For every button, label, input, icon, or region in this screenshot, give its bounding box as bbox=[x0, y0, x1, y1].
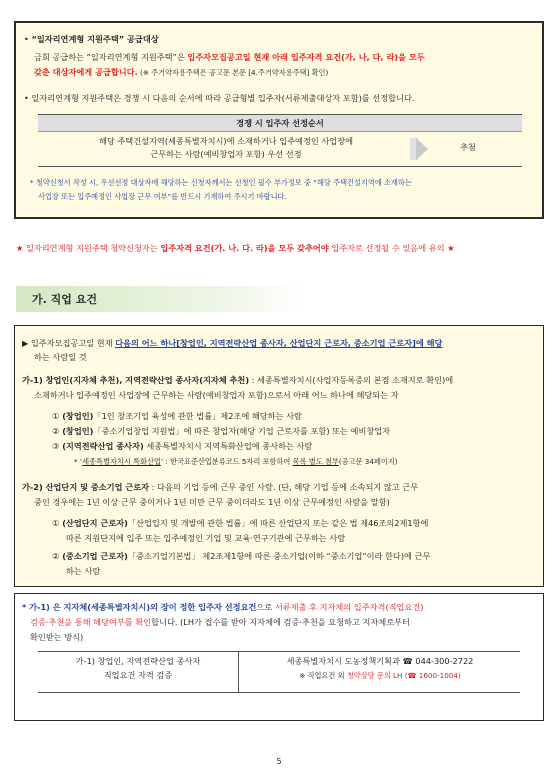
ga1-item3 bbox=[52, 440, 312, 453]
contact-divider bbox=[238, 652, 239, 692]
warning-part1: 일자리연계형 지원주택 청약신청자는 bbox=[23, 243, 161, 253]
ga1-title: 가-1) 창업인(지자체 추천), 지역전략산업 종사자(지자체 추천) bbox=[22, 375, 250, 385]
item-num: ② bbox=[52, 426, 60, 436]
item-text: 세종특별자치시 지역특화산업에 종사하는 사람 bbox=[143, 441, 313, 451]
item-num: ② bbox=[52, 551, 60, 561]
box3-l2b: 합니다. (LH가 접수를 받아 지자체에 검증·추천을 요청하고 지자체로부터 bbox=[151, 617, 410, 627]
item-text: 「산업입지 및 개발에 관한 법률」에 따른 산업단지 또는 같은 법 제46조의2제1항에 bbox=[127, 518, 429, 528]
ga1-item1 bbox=[52, 410, 302, 423]
ga2-item1-line2: 따른 지원단지에 입주 또는 입주예정인 기업 및 교육·연구기관에 근무하는 사람 bbox=[66, 533, 346, 543]
box1-line4: • 일자리연계형 지원주택은 경쟁 시 다음의 순서에 따라 공급형별 입주자(서류제출대상자 포함)를 선정합니다. bbox=[24, 93, 415, 103]
box2-line2: 하는 사람일 것 bbox=[34, 352, 87, 362]
note-c: ’ : 한국표준산업분류코드 5자리 포함하여 bbox=[160, 457, 293, 466]
item-num: ① bbox=[52, 411, 60, 421]
ga2-line bbox=[22, 481, 418, 494]
item-num: ③ bbox=[52, 441, 60, 451]
box3-l1c: 으로 bbox=[256, 602, 275, 612]
ga1-item3-note bbox=[74, 456, 398, 467]
warning-part2: 입주자격 요건(가. 나. 다. 라)을 모두 갖추어야 bbox=[160, 243, 329, 253]
box1-line3-note: (※ 주거약자용주택은 공고문 본문 [4.주거약자용주택] 확인) bbox=[137, 68, 329, 77]
contact-left-1: 가-1) 창업인, 지역전략산업 종사자 bbox=[75, 656, 201, 666]
contact-lh: 청약상담 문의 LH (☎ 1600-1004) bbox=[346, 671, 461, 680]
item-label: (창업인) bbox=[59, 426, 94, 436]
star-icon: ★ bbox=[16, 243, 24, 253]
box1-line2-red: 입주자모집공고일 현재 아래 입주자격 요건(가, 나, 다, 라)을 모두 bbox=[187, 52, 425, 62]
warning-part3: 입주자로 선정될 수 있음에 유의 bbox=[328, 243, 448, 253]
page-number: 5 bbox=[276, 757, 282, 766]
box1-title: “일자리연계형 지원주택” 공급대상 bbox=[31, 34, 159, 44]
note-e: (공고문 34페이지) bbox=[338, 457, 398, 466]
item-label: (중소기업 근로자) bbox=[59, 551, 128, 561]
selection-left-1: 해당 주택건설지역(세종특별자치시)에 소재하거나 입주예정인 사업장에 bbox=[98, 136, 354, 146]
ga2-rest: : 다음의 기업 등에 근무 중인 사람. (단, 해당 기업 등에 소속되지 않고 근무 bbox=[149, 482, 419, 492]
note-a: * ‘ bbox=[74, 457, 83, 466]
item-label: (지역전략산업 종사자) bbox=[59, 441, 144, 451]
contact-right-2 bbox=[240, 670, 520, 681]
selection-table-header: 경쟁 시 입주자 선정순서 bbox=[38, 114, 522, 132]
ga1-line bbox=[22, 374, 453, 387]
box1-note-1: * 청약신청서 작성 시, 우선선정 대상자에 해당하는 신청자께서는 신청인 필수 부가정보 중 “해당 주택건설지역에 소재하는 bbox=[30, 178, 412, 187]
bullet: • bbox=[24, 34, 29, 44]
triangle-right-icon: ▶ bbox=[22, 338, 29, 348]
item-text: 「중소기업창업 지원법」에 따른 창업자(해당 기업 근로자를 포함) 또는 예비창업자 bbox=[93, 426, 391, 436]
box3-l1b: 지자체(세종특별자치시)의 장이 정한 입주자 선정요건 bbox=[63, 602, 257, 612]
ga2-item1 bbox=[52, 517, 428, 530]
item-text: 「중소기업기본법」 제2조제1항에 따른 중소기업(이하 “중소기업”이라 한다)에 근무 bbox=[127, 551, 431, 561]
box1-line3-red: 갖춘 대상자에게 공급합니다. bbox=[34, 67, 138, 77]
ga2-item2-line2: 하는 사람 bbox=[66, 566, 101, 576]
box3-l2a: 검증·추천을 통해 해당여부를 확인 bbox=[30, 617, 152, 627]
box1-line3 bbox=[34, 66, 328, 79]
box3-line3: 확인받는 방식) bbox=[30, 632, 84, 642]
note-d: 목록 별도 첨부 bbox=[292, 457, 339, 466]
box1-title-line bbox=[24, 33, 159, 46]
box3-line1 bbox=[22, 601, 423, 614]
box1-line2-text: 금회 공급하는 “일자리연계형 지원주택”은 bbox=[34, 52, 188, 62]
box2-l1a: 입주자모집공고일 현재 bbox=[28, 338, 116, 348]
ga1-line2: 소재하거나 입주예정인 사업장에 근무하는 사람(예비창업자 포함)으로서 아래 어느 하나에 해당되는 자 bbox=[34, 390, 399, 400]
note-b: 세종특별자치시 특화산업 bbox=[82, 457, 161, 466]
selection-right: 추첨 bbox=[460, 142, 476, 152]
contact-left-2: 직업요건 자격 검증 bbox=[103, 670, 173, 680]
ga2-line2: 중인 경우에는 1년 이상 근무 중이거나 1년 미만 근무 중이더라도 1년 이상 근무예정인 사람을 말함) bbox=[34, 497, 390, 507]
item-num: ① bbox=[52, 518, 60, 528]
warning-line bbox=[16, 242, 454, 255]
box3-line2 bbox=[30, 616, 410, 629]
selection-left-2: 근무하는 사람(예비창업자 포함) 우선 선정 bbox=[150, 149, 302, 159]
ga1-item2 bbox=[52, 425, 390, 438]
box3-l1a: * 가-1) 은 bbox=[22, 602, 64, 612]
contact-note: ※ 직업요건 외 bbox=[299, 671, 347, 680]
ga2-title: 가-2) 산업단지 및 중소기업 근로자 bbox=[22, 482, 150, 492]
ga2-item2 bbox=[52, 550, 430, 563]
section-title: 가. 직업 요건 bbox=[32, 293, 97, 306]
item-label: (창업인) bbox=[59, 411, 94, 421]
arrow-right-icon bbox=[416, 138, 428, 160]
item-text: 「1인 창조기업 육성에 관한 법률」제2조에 해당하는 사람 bbox=[93, 411, 302, 421]
contact-right-1: 세종특별자치시 도농정책기획과 ☎ 044-300-2722 bbox=[286, 656, 474, 666]
star-icon: ★ bbox=[447, 243, 455, 253]
box1-line2 bbox=[34, 51, 425, 64]
box1-note-2: 사업장 또는 입주예정인 사업장 근무 여부”를 반드시 기재하여 주시기 바랍니다. bbox=[38, 192, 287, 201]
box3-l1d: 서류제출 후 지자체의 입주자격(직업요건) bbox=[274, 602, 424, 612]
item-label: (산업단지 근로자) bbox=[59, 518, 128, 528]
ga1-rest: : 세종특별자치시(사업자등록증의 본점 소재지로 확인)에 bbox=[249, 375, 454, 385]
box2-l1b: 다음의 어느 하나[창업인, 지역전략산업 종사자, 산업단지 근로자, 중소기업 근로자]에 해당 bbox=[115, 338, 443, 348]
box2-line1 bbox=[22, 337, 442, 350]
